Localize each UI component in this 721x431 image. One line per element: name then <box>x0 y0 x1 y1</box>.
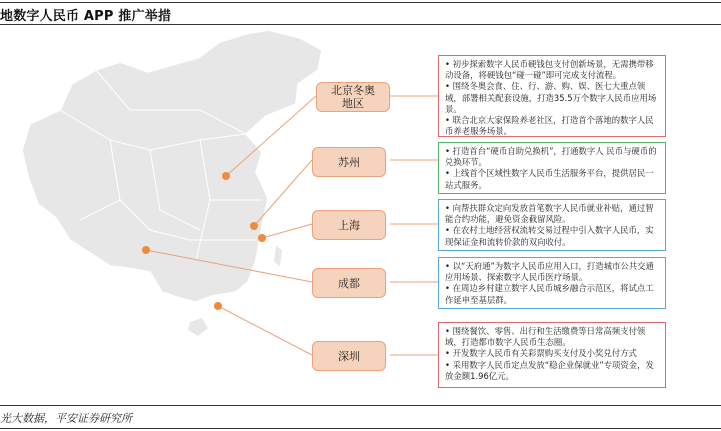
city-label: 深圳 <box>338 349 360 363</box>
desc-line: • 采用数字人民币定点发放“稳企业保就业”专项资金，发放金额1.96亿元。 <box>445 359 654 381</box>
marker-suzhou <box>250 222 258 230</box>
marker-chengdu <box>142 246 150 254</box>
desc-box-suzhou <box>438 142 666 194</box>
marker-shanghai <box>258 234 266 242</box>
desc-line: • 在农村土地经营权流转交易过程中引入数字人民币，实现保证金和流转价款的双向收付。 <box>445 225 654 247</box>
city-label: 北京冬奥 地区 <box>331 84 375 110</box>
figure-title: 地数字人民币 APP 推广举措 <box>0 9 172 24</box>
hainan-shape <box>188 318 208 336</box>
desc-line: • 联合北京大家保险养老社区，打造首个落地的数字人民币养老服务场景。 <box>445 115 654 137</box>
desc-line: • 开发数字人民币有关彩票购买支付及小奖兑付方式 <box>445 348 637 359</box>
marker-shenzhen <box>214 302 222 310</box>
city-label: 成都 <box>338 276 360 290</box>
bottom-rule <box>0 428 721 429</box>
desc-box-beijing <box>438 55 666 137</box>
marker-beijing <box>222 172 230 180</box>
desc-line: • 上线首个区域性数字人民币生活服务平台，提供居民一站式服务。 <box>445 168 654 190</box>
desc-line: • 初步探索数字人民币硬钱包支付创新场景，无需携带移动设备，将硬钱包“碰一碰”即可完成支付流程。 <box>445 59 654 81</box>
city-node-beijing <box>316 82 390 112</box>
city-node-shanghai <box>312 210 386 240</box>
desc-line: • 向帮扶群众定向发放首笔数字人民币就业补贴，通过智能合约功能，避免资金截留风险。 <box>445 203 654 225</box>
footer-rule <box>0 405 721 406</box>
desc-box-shenzhen <box>438 322 666 388</box>
desc-box-chengdu <box>438 257 666 309</box>
city-label: 苏州 <box>338 155 360 169</box>
city-node-chengdu <box>312 268 386 298</box>
desc-line: • 围绕冬奥会食、住、行、游、购、娱、医七大重点领域，部署相关配套设施，打造35.5万个数字人民币应用场景。 <box>445 81 657 114</box>
city-node-shenzhen <box>312 341 386 371</box>
taiwan-shape <box>274 246 282 266</box>
desc-box-shanghai <box>438 199 666 251</box>
desc-line: • 在周边乡村建立数字人民币城乡融合示范区，将试点工作延申至基层群。 <box>445 283 654 305</box>
desc-line: • 以“天府通”为数字人民币应用入口，打造城市公共交通应用场景、探索数字人民币医疗场景。 <box>445 261 654 283</box>
desc-line: • 打造首台“硬币自助兑换机”，打通数字人 民币与硬币的兑换环节。 <box>445 146 657 168</box>
source-note: 光大数据，平安证券研究所 <box>0 412 132 425</box>
desc-line: • 围绕餐饮、零售、出行和生活缴费等日常高频支付领域，打造都市数字人民币生态圈。 <box>445 326 646 348</box>
city-label: 上海 <box>338 218 360 232</box>
city-node-suzhou <box>312 147 386 177</box>
